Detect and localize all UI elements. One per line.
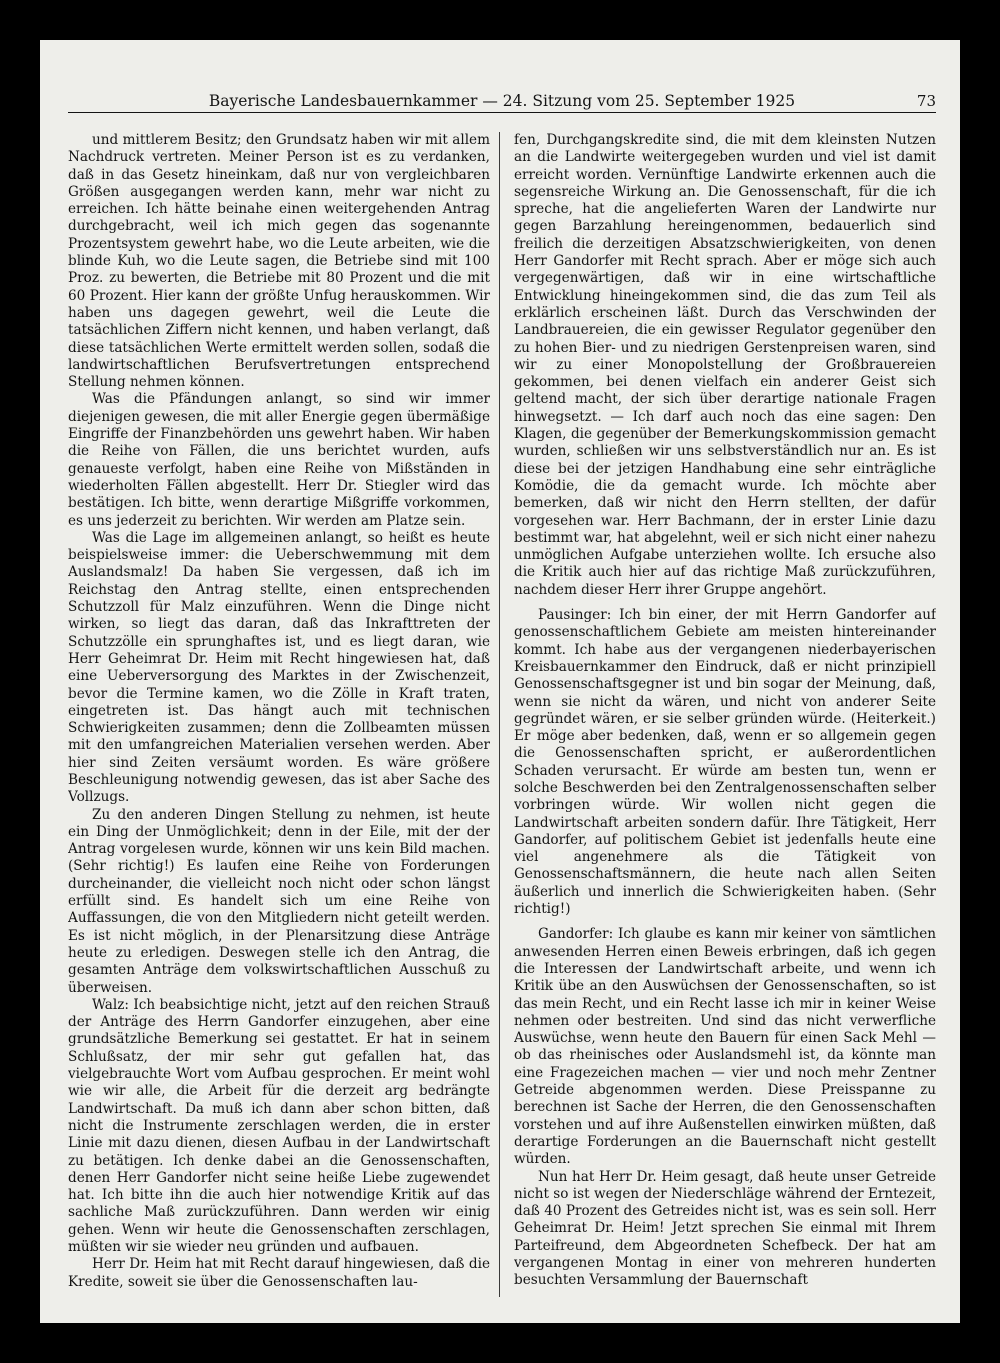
left-text-column <box>68 132 490 1312</box>
paragraph: Herr Dr. Heim hat mit Recht darauf hingewiesen, daß die Kredite, soweit sie über die Genossenschaften lau- <box>68 1256 490 1290</box>
paragraph: Was die Pfändungen anlangt, so sind wir immer diejenigen gewesen, die mit aller Energie gegen übermäßige Eingriffe der Finanzbehörden uns gewehrt haben. Wir haben die Reihe von Fällen, die uns berichtet wurden, aufs genaueste verfolgt, haben eine Reihe von Mißständen in wiederholten Fällen abgestellt. Herr Dr. Stiegler wird das bestätigen. Ich bitte, wenn derartige Mißgriffe vorkommen, es uns jederzeit zu berichten. Wir werden am Platze sein. <box>68 391 490 529</box>
paragraph: Walz: Ich beabsichtige nicht, jetzt auf den reichen Strauß der Anträge des Herrn Gandorfer einzugehen, aber eine grundsätzliche Bemerkung sei gestattet. Er hat in seinem Schlußsatz, der mir sehr gut gefallen hat, das vielgebrauchte Wort vom Aufbau gesprochen. Er meint wohl wie wir alle, die Arbeit für die derzeit arg bedrängte Landwirtschaft. Da muß ich dann aber schon bitten, daß nicht die Instrumente zerschlagen werden, die in erster Linie mit dazu dienen, diesen Aufbau in der Landwirtschaft zu betätigen. Ich denke dabei an die Genossenschaften, denen Herr Gandorfer nicht seine heiße Liebe zugewendet hat. Ich bitte ihn die auch hier notwendige Kritik auf das sachliche Maß zurückzuführen. Dann werden wir einig gehen. Wenn wir heute die Genossenschaften zerschlagen, müßten wir sie wieder neu gründen und aufbauen. <box>68 996 490 1255</box>
header-title: Bayerische Landesbauernkammer — 24. Sitzung vom 25. September 1925 <box>208 92 796 110</box>
document-page <box>40 40 960 1323</box>
paragraph: und mittlerem Besitz; den Grundsatz haben wir mit allem Nachdruck vertreten. Meiner Person ist es zu verdanken, daß in das Gesetz hineinkam, daß nur von vergleichbaren Größen ausgegangen werden kann, mehr war nicht zu erreichen. Ich hätte beinahe einen weitergehenden Antrag durchgebracht, weil ich mich gegen das sogenannte Prozentsystem gewehrt habe, wo die Leute arbeiten, wie die blinde Kuh, wo die Leute sagen, die Betriebe sind mit 100 Proz. zu bewerten, die Betriebe mit 80 Prozent und die mit 60 Prozent. Hier kann der größte Unfug herauskommen. Wir haben uns dagegen gewehrt, weil die Leute die tatsächlichen Ziffern nicht kennen, und haben verlangt, daß diese tatsächlichen Werte ermittelt werden sollen, sodaß die landwirtschaftlichen Berufsvertretungen entsprechend Stellung nehmen können. <box>68 132 490 391</box>
paragraph: Gandorfer: Ich glaube es kann mir keiner von sämtlichen anwesenden Herren einen Beweis erbringen, daß ich gegen die Interessen der Landwirtschaft arbeite, und wenn ich Kritik übe an den Auswüchsen der Genossenschaften, so ist das mein Recht, und ein Recht lasse ich mir in keiner Weise nehmen oder bestreiten. Und sind das nicht verwerfliche Auswüchse, wenn heute den Bauern für einen Sack Mehl — ob das rheinisches oder Auslandsmehl ist, da könnte man eine Fragezeichen machen — vier und noch mehr Zentner Getreide abgenommen werden. Diese Preisspanne zu berechnen ist Sache der Herren, die den Genossenschaften vorstehen und auf ihre Außenstellen einwirken müßten, daß derartige Forderungen an die Bauernschaft nicht gestellt würden. <box>514 926 936 1168</box>
column-divider <box>499 132 500 1297</box>
page-number: 73 <box>916 92 936 110</box>
right-text-column <box>514 132 936 1312</box>
paragraph: Pausinger: Ich bin einer, der mit Herrn Gandorfer auf genossenschaftlichem Gebiete am meisten hintereinander kommt. Ich habe aus der vergangenen niederbayerischen Kreisbauernkammer den Eindruck, daß er nicht prinzipiell Genossenschaftsgegner ist und bin sogar der Meinung, daß, wenn sie nicht da wären, und nicht von anderer Seite gegründet wären, er sie selber gründen würde. (Heiterkeit.) Er möge aber bedenken, daß, wenn er so allgemein gegen die Genossenschaften spricht, er außerordentlichen Schaden verursacht. Er würde am besten tun, wenn er solche Beschwerden bei den Zentralgenossenschaften selber vorbringen würde. Wir wollen nicht gegen die Landwirtschaft arbeiten sondern dafür. Ihre Tätigkeit, Herr Gandorfer, auf politischem Gebiet ist jedenfalls heute eine viel angenehmere als die Tätigkeit von Genossenschaftsmännern, die heute nach allen Seiten äußerlich und innerlich die Schwierigkeiten haben. (Sehr richtig!) <box>514 607 936 918</box>
running-header <box>68 90 936 113</box>
paragraph: Was die Lage im allgemeinen anlangt, so heißt es heute beispielsweise immer: die Ueberschwemmung mit dem Auslandsmalz! Da haben Sie vergessen, daß ich im Reichstag den Antrag stellte, einen entsprechenden Schutzzoll für Malz einzuführen. Wenn die Dinge nicht wirken, so liegt das daran, daß das Inkrafttreten der Schutzzölle ein sprunghaftes ist, und es liegt daran, wie Herr Geheimrat Dr. Heim mit Recht hingewiesen hat, daß eine Ueberversorgung des Marktes in der Zwischenzeit, bevor die Termine kamen, wo die Zölle in Kraft traten, eingetreten ist. Das hängt auch mit technischen Schwierigkeiten zusammen; denn die Zollbeamten müssen mit den umfangreichen Materialien versehen werden. Aber hier sind Zeiten versäumt worden. Es wäre größere Beschleunigung notwendig gewesen, das ist aber Sache des Vollzugs. <box>68 529 490 806</box>
paragraph: Zu den anderen Dingen Stellung zu nehmen, ist heute ein Ding der Unmöglichkeit; denn in der Eile, mit der der Antrag vorgelesen wurde, können wir uns kein Bild machen. (Sehr richtig!) Es laufen eine Reihe von Forderungen durcheinander, die vielleicht noch nicht oder schon längst erfüllt sind. Es handelt sich um eine Reihe von Auffassungen, die von den Mitgliedern nicht geteilt werden. Es ist nicht möglich, in der Plenarsitzung diese Anträge heute zu erledigen. Deswegen stelle ich den Antrag, die gesamten Anträge dem volkswirtschaftlichen Ausschuß zu überweisen. <box>68 806 490 996</box>
paragraph: fen, Durchgangskredite sind, die mit dem kleinsten Nutzen an die Landwirte weitergegeben wurden und viel ist damit erreicht worden. Vernünftige Landwirte erkennen auch die segensreiche Wirkung an. Die Genossenschaft, für die ich spreche, hat die angelieferten Waren der Landwirte nur gegen Barzahlung hereingenommen, bedauerlich sind freilich die derzeitigen Absatzschwierigkeiten, von denen Herr Gandorfer mit Recht sprach. Aber er möge sich auch vergegenwärtigen, daß wir in eine wirtschaftliche Entwicklung hineingekommen sind, die das zum Teil als erklärlich erscheinen läßt. Durch das Verschwinden der Landbrauereien, die ein gewisser Regulator gegenüber den zu hohen Bier- und zu niedrigen Gerstenpreisen waren, sind wir zu einer Monopolstellung der Großbrauereien gekommen, bei denen vielfach ein anderer Geist sich geltend macht, der sich über derartige nationale Fragen hinwegsetzt. — Ich darf auch noch das eine sagen: Den Klagen, die gegenüber der Bemerkungskommission gemacht wurden, schließen wir uns selbstverständlich nur an. Es ist diese bei der jetzigen Handhabung eine sehr einträgliche Komödie, die da gemacht wurde. Ich möchte aber bemerken, daß wir nicht den Herrn stellten, der dafür vorgesehen war. Herr Bachmann, der in erster Linie dazu bestimmt war, hat abgelehnt, weil er sich nicht einer nahezu unmöglichen Aufgabe unterziehen wollte. Ich ersuche also die Kritik auch hier auf das richtige Maß zurückzuführen, nachdem dieser Herr ihrer Gruppe angehört. <box>514 132 936 598</box>
paragraph: Nun hat Herr Dr. Heim gesagt, daß heute unser Getreide nicht so ist wegen der Niederschläge während der Erntezeit, daß 40 Prozent des Getreides nicht ist, was es sein soll. Herr Geheimrat Dr. Heim! Jetzt sprechen Sie einmal mit Ihrem Parteifreund, dem Abgeordneten Schefbeck. Der hat am vergangenen Montag in einer von mehreren hunderten besuchten Versammlung der Bauernschaft <box>514 1168 936 1289</box>
